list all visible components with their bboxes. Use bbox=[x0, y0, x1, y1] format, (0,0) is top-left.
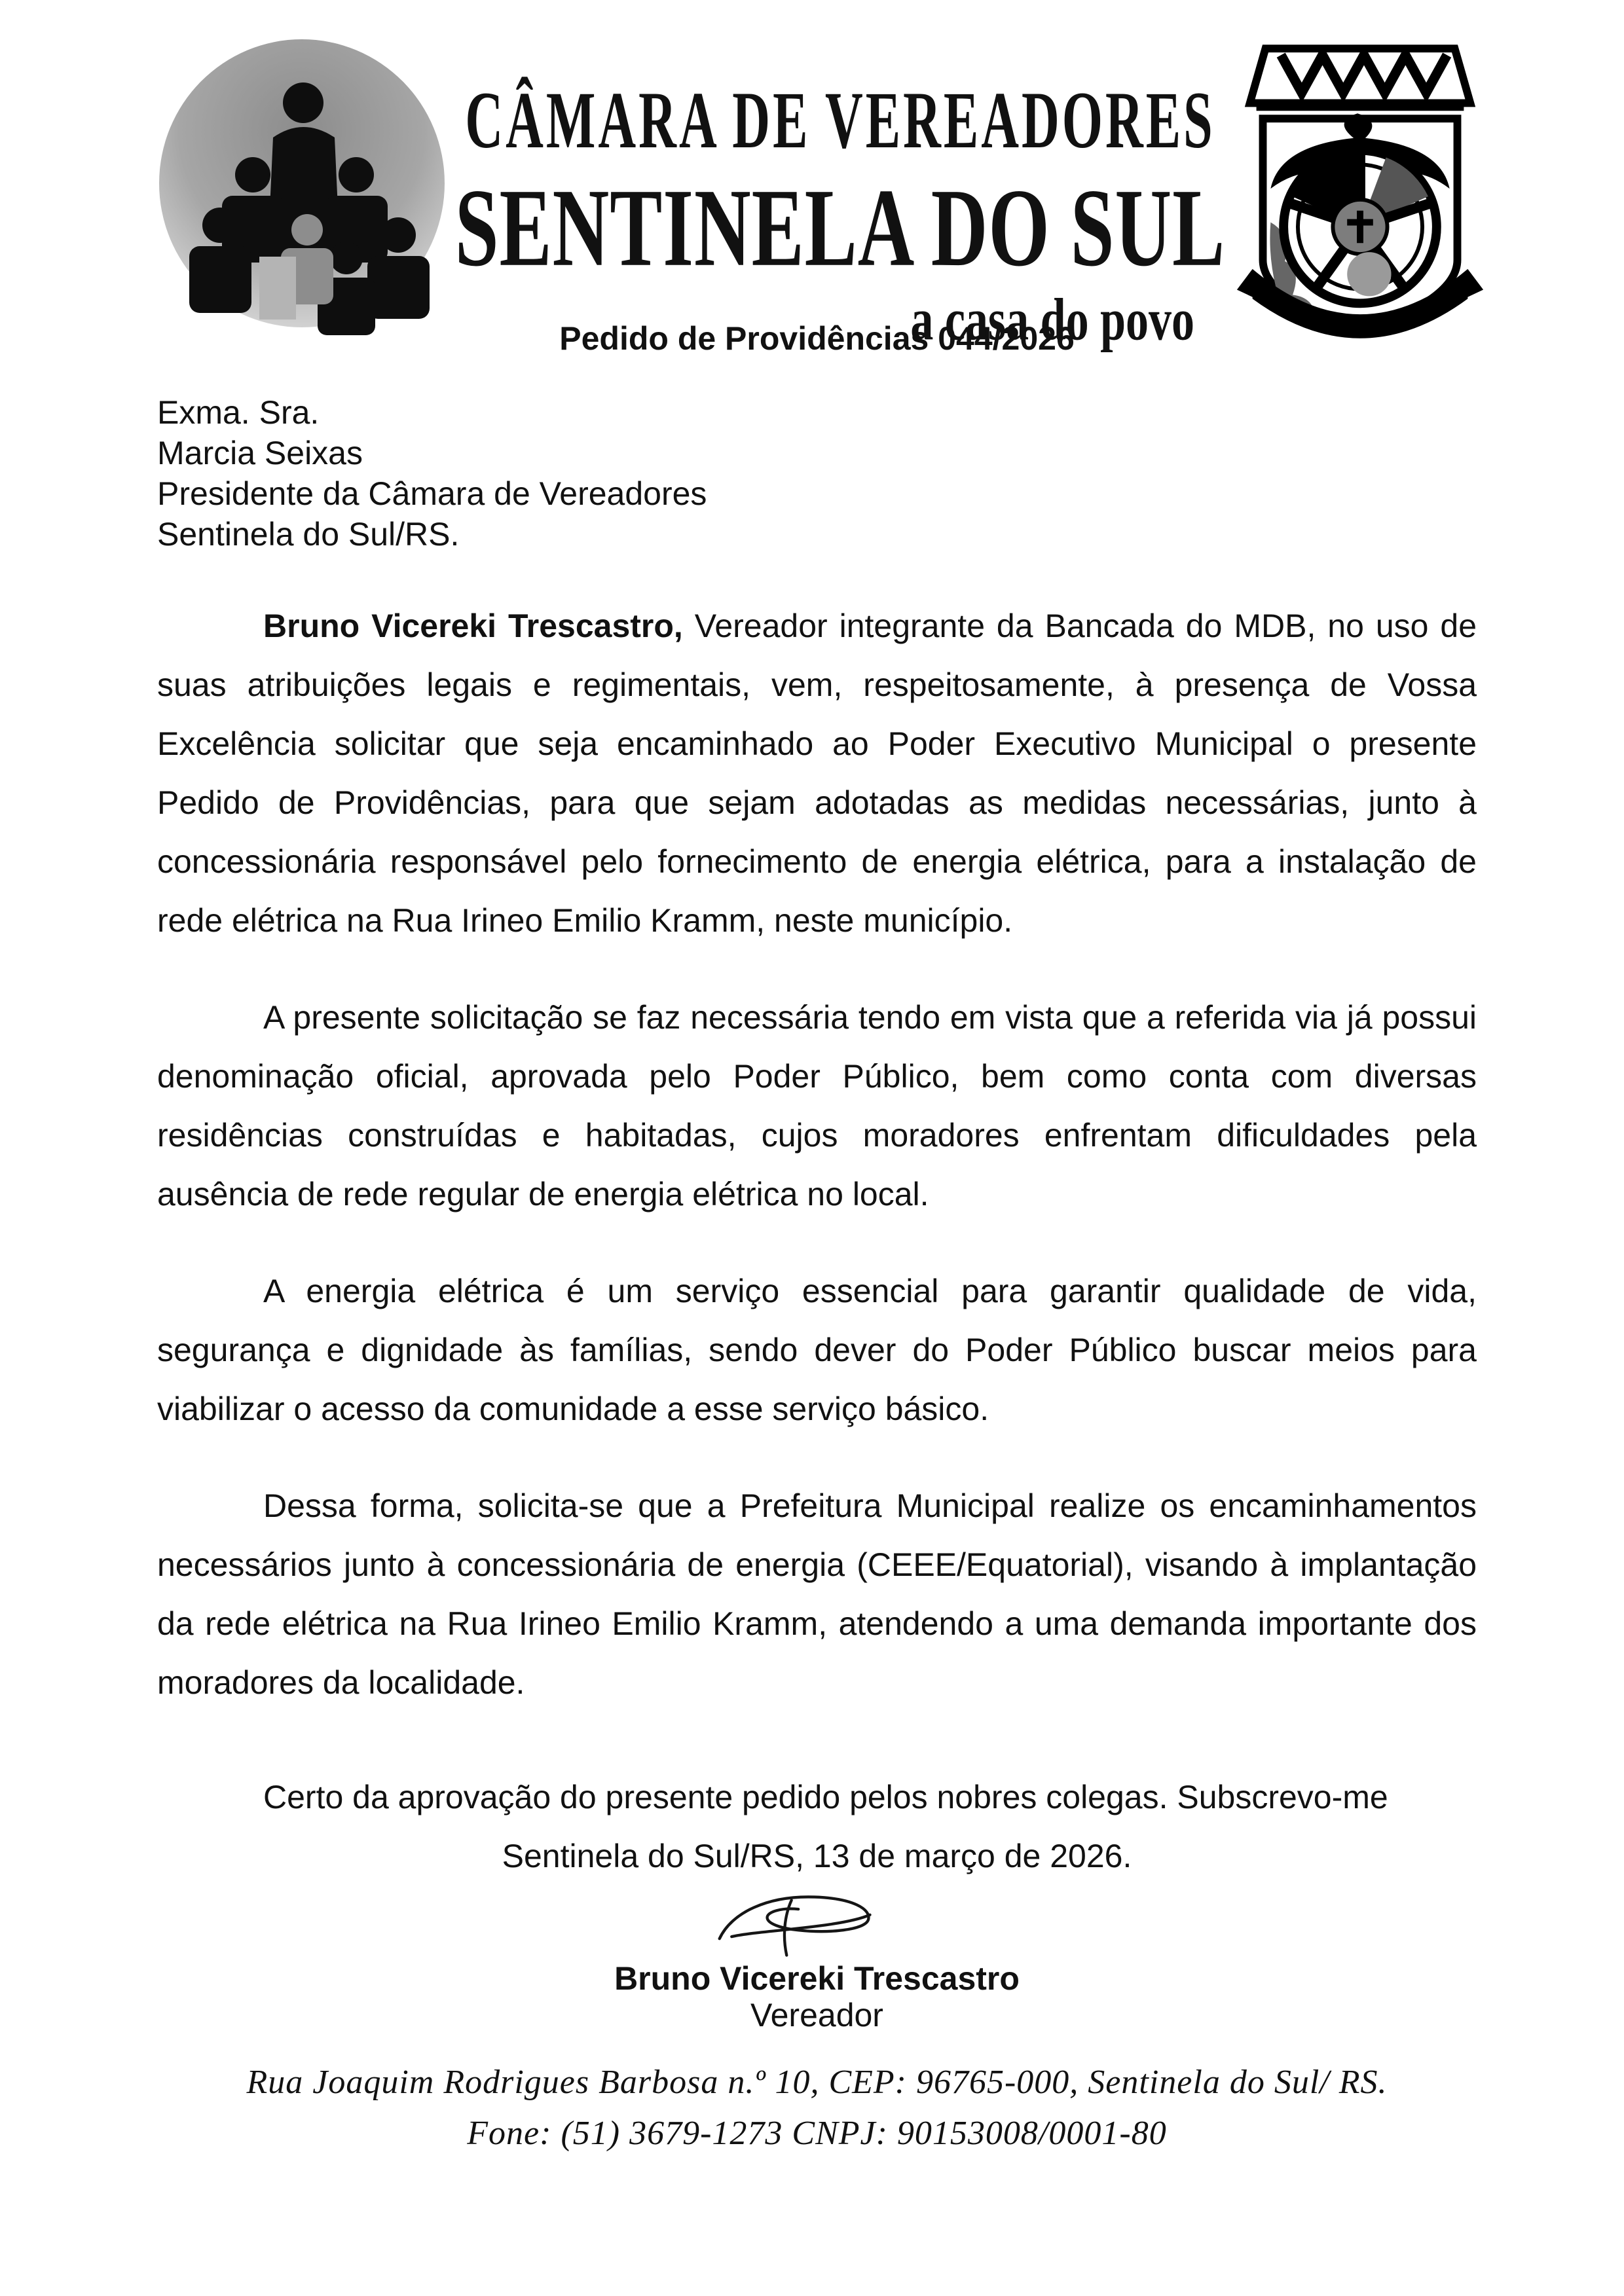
signatory-role: Vereador bbox=[750, 1997, 883, 2033]
document-title: Pedido de Providências 044/2026 bbox=[559, 320, 1075, 357]
addressee-title: Presidente da Câmara de Vereadores bbox=[157, 475, 707, 512]
date-line: Sentinela do Sul/RS, 13 de março de 2026. bbox=[502, 1838, 1132, 1874]
paragraph-2: A presente solicitação se faz necessária tendo em vista que a referida via já possui denominação oficial, aprovada pelo Poder Público, bem como conta com diversas residências construídas e habitadas, cujos moradores enfrentam dificuldades pela ausência de rede regular de energia elétrica no local. bbox=[157, 999, 1477, 1212]
org-tagline: a casa do povo bbox=[910, 287, 1194, 354]
letter-footer bbox=[157, 2057, 1477, 2159]
org-name-block bbox=[450, 39, 1230, 354]
handwritten-signature-icon bbox=[654, 1888, 935, 1957]
letter-body bbox=[0, 319, 1624, 2159]
signature-block bbox=[157, 1888, 1477, 1960]
addressee-city: Sentinela do Sul/RS. bbox=[157, 516, 460, 553]
paragraph-4: Dessa forma, solicita-se que a Prefeitura Municipal realize os encaminhamentos necessários junto à concessionária de energia (CEEE/Equatorial), visando à implantação da rede elétrica na Rua Irineo Emilio Kramm, atendendo a uma demanda importante dos moradores da localidade. bbox=[157, 1487, 1477, 1701]
municipal-coat-of-arms-icon bbox=[1230, 39, 1490, 347]
paragraphs bbox=[157, 596, 1477, 1712]
author-name-lead: Bruno Vicereki Trescastro, bbox=[263, 608, 683, 644]
org-name-line1: CÂMARA DE VEREADORES bbox=[465, 76, 1215, 166]
council-people-logo-icon bbox=[154, 39, 450, 337]
footer-address: Rua Joaquim Rodrigues Barbosa n.º 10, CEP: 96765-000, Sentinela do Sul/ RS. bbox=[246, 2064, 1388, 2101]
org-name-line2: SENTINELA DO SUL bbox=[454, 165, 1226, 289]
closing-line: Certo da aprovação do presente pedido pelos nobres colegas. Subscrevo-me bbox=[263, 1779, 1388, 1815]
addressee-salutation: Exma. Sra. bbox=[157, 394, 320, 431]
addressee-block bbox=[157, 392, 1477, 555]
paragraph-1 bbox=[157, 596, 1477, 950]
footer-phone-cnpj: Fone: (51) 3679-1273 CNPJ: 90153008/0001-80 bbox=[467, 2115, 1167, 2152]
paragraph-3: A energia elétrica é um serviço essencial para garantir qualidade de vida, segurança e dignidade às famílias, sendo dever do Poder Público buscar meios para viabilizar o acesso da comunidade a esse serviço básico. bbox=[157, 1273, 1477, 1427]
paragraph-1-text: Vereador integrante da Bancada do MDB, no uso de suas atribuições legais e regimentais, vem, respeitosamente, à presença de Vossa Excelência solicitar que seja encaminhado ao Poder Executivo Municipal o presente Pedido de Providências, para que sejam adotadas as medidas necessárias, junto à concessionária responsável pelo fornecimento de energia elétrica, para a instalação de rede elétrica na Rua Irineo Emilio Kramm, neste município. bbox=[157, 608, 1477, 939]
signatory-name: Bruno Vicereki Trescastro bbox=[614, 1960, 1020, 1997]
addressee-name: Marcia Seixas bbox=[157, 435, 363, 471]
